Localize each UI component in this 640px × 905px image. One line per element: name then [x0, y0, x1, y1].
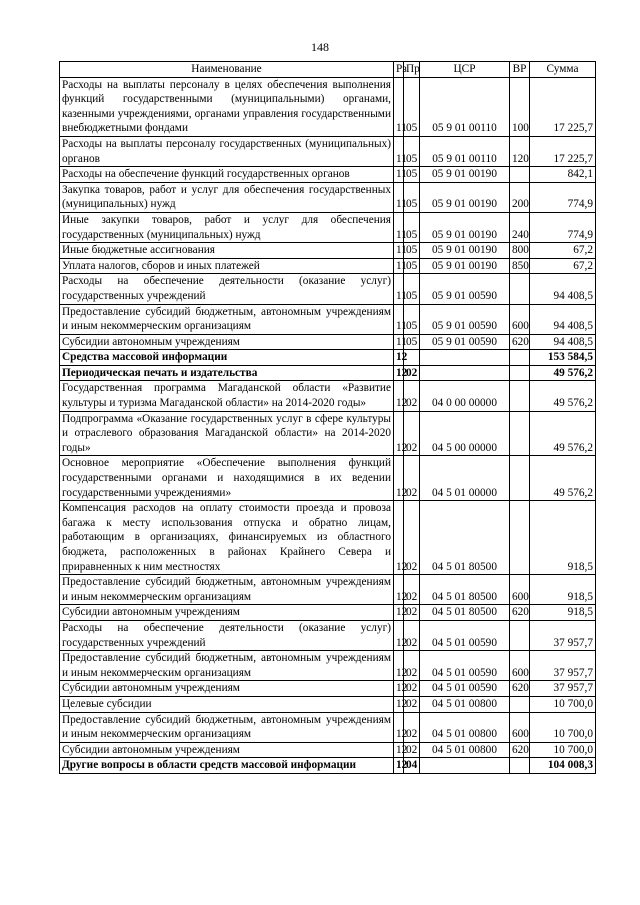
cell-csr: 05 9 01 00190	[420, 243, 510, 259]
cell-csr: 04 5 01 00590	[420, 651, 510, 681]
cell-pr: 05	[404, 212, 420, 242]
cell-pr: 02	[404, 575, 420, 605]
table-row	[60, 651, 596, 681]
table-row	[60, 381, 596, 411]
cell-sum: 918,5	[530, 501, 596, 575]
table-row	[60, 77, 596, 136]
cell-name: Уплата налогов, сборов и иных платежей	[60, 258, 394, 274]
cell-sum: 37 957,7	[530, 681, 596, 697]
cell-vr: 620	[510, 334, 530, 350]
cell-csr: 05 9 01 00590	[420, 334, 510, 350]
cell-name: Расходы на выплаты персоналу государственных (муниципальных) органов	[60, 136, 394, 166]
cell-csr: 05 9 01 00190	[420, 182, 510, 212]
cell-vr: 600	[510, 304, 530, 334]
cell-sum: 17 225,7	[530, 136, 596, 166]
cell-vr: 600	[510, 575, 530, 605]
cell-name: Компенсация расходов на оплату стоимости проезда и провоза багажа к месту использования отпуска и обратно лицам, работающим в организациях, финансируемых из областного бюджета, расположенных в районах Крайнего Севера и приравненных к ним местностях	[60, 501, 394, 575]
cell-rz: 12	[394, 365, 404, 381]
cell-sum: 10 700,0	[530, 696, 596, 712]
header-csr: ЦСР	[420, 62, 510, 78]
table-row	[60, 274, 596, 304]
table-row	[60, 243, 596, 259]
cell-vr	[510, 274, 530, 304]
cell-sum: 49 576,2	[530, 456, 596, 501]
cell-pr: 02	[404, 501, 420, 575]
table-row	[60, 411, 596, 456]
cell-pr: 05	[404, 334, 420, 350]
cell-rz: 12	[394, 651, 404, 681]
cell-pr: 05	[404, 136, 420, 166]
cell-rz: 11	[394, 136, 404, 166]
cell-csr	[420, 758, 510, 774]
cell-vr: 600	[510, 712, 530, 742]
page-number: 148	[311, 40, 329, 54]
cell-csr	[420, 365, 510, 381]
header-name: Наименование	[60, 62, 394, 78]
cell-pr: 02	[404, 681, 420, 697]
cell-vr	[510, 411, 530, 456]
cell-csr: 05 9 01 00190	[420, 167, 510, 183]
cell-pr: 02	[404, 411, 420, 456]
cell-pr: 02	[404, 742, 420, 758]
cell-sum: 67,2	[530, 258, 596, 274]
table-row	[60, 350, 596, 366]
cell-rz: 11	[394, 167, 404, 183]
cell-rz: 11	[394, 304, 404, 334]
table-row	[60, 136, 596, 166]
cell-name: Подпрограмма «Оказание государственных услуг в сфере культуры и отраслевого образования Магаданской области» на 2014-2020 годы»	[60, 411, 394, 456]
cell-pr: 02	[404, 651, 420, 681]
cell-vr: 850	[510, 258, 530, 274]
cell-name: Средства массовой информации	[60, 350, 394, 366]
table-row	[60, 681, 596, 697]
cell-csr: 05 9 01 00590	[420, 274, 510, 304]
cell-sum: 49 576,2	[530, 411, 596, 456]
cell-rz: 11	[394, 77, 404, 136]
cell-vr	[510, 620, 530, 650]
cell-sum: 17 225,7	[530, 77, 596, 136]
cell-pr: 05	[404, 243, 420, 259]
table-row	[60, 212, 596, 242]
cell-name: Основное мероприятие «Обеспечение выполнения функций государственными органами и находящимися в их ведении государственными учреждениями»	[60, 456, 394, 501]
cell-rz: 12	[394, 575, 404, 605]
cell-csr: 04 5 01 80500	[420, 605, 510, 621]
cell-rz: 11	[394, 334, 404, 350]
cell-csr: 05 9 01 00190	[420, 258, 510, 274]
cell-sum: 67,2	[530, 243, 596, 259]
table-row	[60, 605, 596, 621]
cell-vr	[510, 758, 530, 774]
cell-vr: 600	[510, 651, 530, 681]
table-row	[60, 258, 596, 274]
cell-vr: 620	[510, 681, 530, 697]
cell-name: Расходы на обеспечение деятельности (оказание услуг) государственных учреждений	[60, 274, 394, 304]
cell-sum: 104 008,3	[530, 758, 596, 774]
cell-sum: 918,5	[530, 575, 596, 605]
cell-pr: 05	[404, 77, 420, 136]
cell-csr: 04 5 01 00000	[420, 456, 510, 501]
cell-pr: 02	[404, 712, 420, 742]
cell-sum: 774,9	[530, 182, 596, 212]
cell-csr: 04 5 01 80500	[420, 575, 510, 605]
cell-rz: 12	[394, 620, 404, 650]
cell-sum: 10 700,0	[530, 712, 596, 742]
cell-sum: 37 957,7	[530, 651, 596, 681]
table-row	[60, 365, 596, 381]
table-row	[60, 334, 596, 350]
cell-vr	[510, 501, 530, 575]
table-row	[60, 575, 596, 605]
cell-vr	[510, 167, 530, 183]
cell-rz: 11	[394, 182, 404, 212]
header-vr: ВР	[510, 62, 530, 78]
table-row	[60, 620, 596, 650]
cell-csr	[420, 350, 510, 366]
table-body	[60, 77, 596, 773]
cell-name: Предоставление субсидий бюджетным, автономным учреждениям и иным некоммерческим организациям	[60, 575, 394, 605]
cell-pr: 05	[404, 182, 420, 212]
budget-table	[59, 61, 596, 774]
header-sum: Сумма	[530, 62, 596, 78]
cell-sum: 153 584,5	[530, 350, 596, 366]
cell-name: Расходы на обеспечение функций государственных органов	[60, 167, 394, 183]
cell-pr: 02	[404, 365, 420, 381]
cell-name: Предоставление субсидий бюджетным, автономным учреждениям и иным некоммерческим организациям	[60, 651, 394, 681]
cell-sum: 918,5	[530, 605, 596, 621]
cell-vr	[510, 456, 530, 501]
cell-rz: 12	[394, 742, 404, 758]
cell-rz: 11	[394, 212, 404, 242]
cell-csr: 04 5 01 80500	[420, 501, 510, 575]
cell-pr: 05	[404, 258, 420, 274]
header-rz: Рз	[394, 62, 404, 78]
cell-name: Субсидии автономным учреждениям	[60, 605, 394, 621]
cell-pr: 02	[404, 456, 420, 501]
table-row	[60, 712, 596, 742]
cell-csr: 05 9 01 00110	[420, 136, 510, 166]
cell-rz: 12	[394, 696, 404, 712]
table-row	[60, 742, 596, 758]
cell-rz: 11	[394, 274, 404, 304]
cell-name: Предоставление субсидий бюджетным, автономным учреждениям и иным некоммерческим организациям	[60, 304, 394, 334]
cell-csr: 04 5 00 00000	[420, 411, 510, 456]
table-row	[60, 501, 596, 575]
cell-rz: 12	[394, 681, 404, 697]
cell-pr: 05	[404, 274, 420, 304]
cell-csr: 05 9 01 00590	[420, 304, 510, 334]
cell-pr: 02	[404, 381, 420, 411]
cell-name: Целевые субсидии	[60, 696, 394, 712]
cell-csr: 04 5 01 00800	[420, 712, 510, 742]
cell-csr: 04 5 01 00800	[420, 696, 510, 712]
cell-vr: 620	[510, 742, 530, 758]
cell-pr: 05	[404, 304, 420, 334]
cell-sum: 49 576,2	[530, 381, 596, 411]
cell-pr: 02	[404, 605, 420, 621]
cell-pr: 05	[404, 167, 420, 183]
cell-name: Расходы на обеспечение деятельности (оказание услуг) государственных учреждений	[60, 620, 394, 650]
cell-rz: 12	[394, 712, 404, 742]
cell-csr: 04 5 01 00800	[420, 742, 510, 758]
cell-sum: 37 957,7	[530, 620, 596, 650]
cell-name: Расходы на выплаты персоналу в целях обеспечения выполнения функций государственными (муниципальными) органами, казенными учреждениями, органами управления государственными внебюджетными фондами	[60, 77, 394, 136]
cell-vr	[510, 365, 530, 381]
table-header-row	[60, 62, 596, 78]
cell-name: Периодическая печать и издательства	[60, 365, 394, 381]
cell-csr: 04 0 00 00000	[420, 381, 510, 411]
cell-rz: 12	[394, 411, 404, 456]
header-pr: Пр	[404, 62, 420, 78]
cell-vr	[510, 350, 530, 366]
cell-vr	[510, 381, 530, 411]
cell-sum: 94 408,5	[530, 274, 596, 304]
cell-sum: 842,1	[530, 167, 596, 183]
cell-name: Иные бюджетные ассигнования	[60, 243, 394, 259]
cell-sum: 774,9	[530, 212, 596, 242]
cell-sum: 94 408,5	[530, 334, 596, 350]
cell-rz: 12	[394, 605, 404, 621]
cell-pr: 02	[404, 620, 420, 650]
table-row	[60, 456, 596, 501]
table-row	[60, 758, 596, 774]
cell-csr: 04 5 01 00590	[420, 620, 510, 650]
table-row	[60, 182, 596, 212]
cell-rz: 12	[394, 381, 404, 411]
table-row	[60, 167, 596, 183]
cell-vr: 800	[510, 243, 530, 259]
cell-rz: 12	[394, 758, 404, 774]
cell-rz: 12	[394, 456, 404, 501]
cell-vr: 240	[510, 212, 530, 242]
cell-rz: 11	[394, 243, 404, 259]
cell-csr: 05 9 01 00110	[420, 77, 510, 136]
cell-vr: 120	[510, 136, 530, 166]
table-row	[60, 696, 596, 712]
cell-vr	[510, 696, 530, 712]
cell-name: Иные закупки товаров, работ и услуг для обеспечения государственных (муниципальных) нужд	[60, 212, 394, 242]
cell-rz: 11	[394, 258, 404, 274]
cell-csr: 05 9 01 00190	[420, 212, 510, 242]
table-row	[60, 304, 596, 334]
cell-name: Субсидии автономным учреждениям	[60, 681, 394, 697]
cell-name: Субсидии автономным учреждениям	[60, 742, 394, 758]
cell-sum: 49 576,2	[530, 365, 596, 381]
cell-pr: 04	[404, 758, 420, 774]
cell-rz: 12	[394, 501, 404, 575]
cell-pr: 02	[404, 696, 420, 712]
cell-name: Закупка товаров, работ и услуг для обеспечения государственных (муниципальных) нужд	[60, 182, 394, 212]
cell-name: Государственная программа Магаданской области «Развитие культуры и туризма Магаданской области» на 2014-2020 годы»	[60, 381, 394, 411]
cell-name: Субсидии автономным учреждениям	[60, 334, 394, 350]
cell-name: Другие вопросы в области средств массовой информации	[60, 758, 394, 774]
cell-vr: 100	[510, 77, 530, 136]
cell-vr: 620	[510, 605, 530, 621]
cell-rz: 12	[394, 350, 404, 366]
cell-vr: 200	[510, 182, 530, 212]
cell-sum: 10 700,0	[530, 742, 596, 758]
cell-csr: 04 5 01 00590	[420, 681, 510, 697]
cell-name: Предоставление субсидий бюджетным, автономным учреждениям и иным некоммерческим организациям	[60, 712, 394, 742]
cell-sum: 94 408,5	[530, 304, 596, 334]
